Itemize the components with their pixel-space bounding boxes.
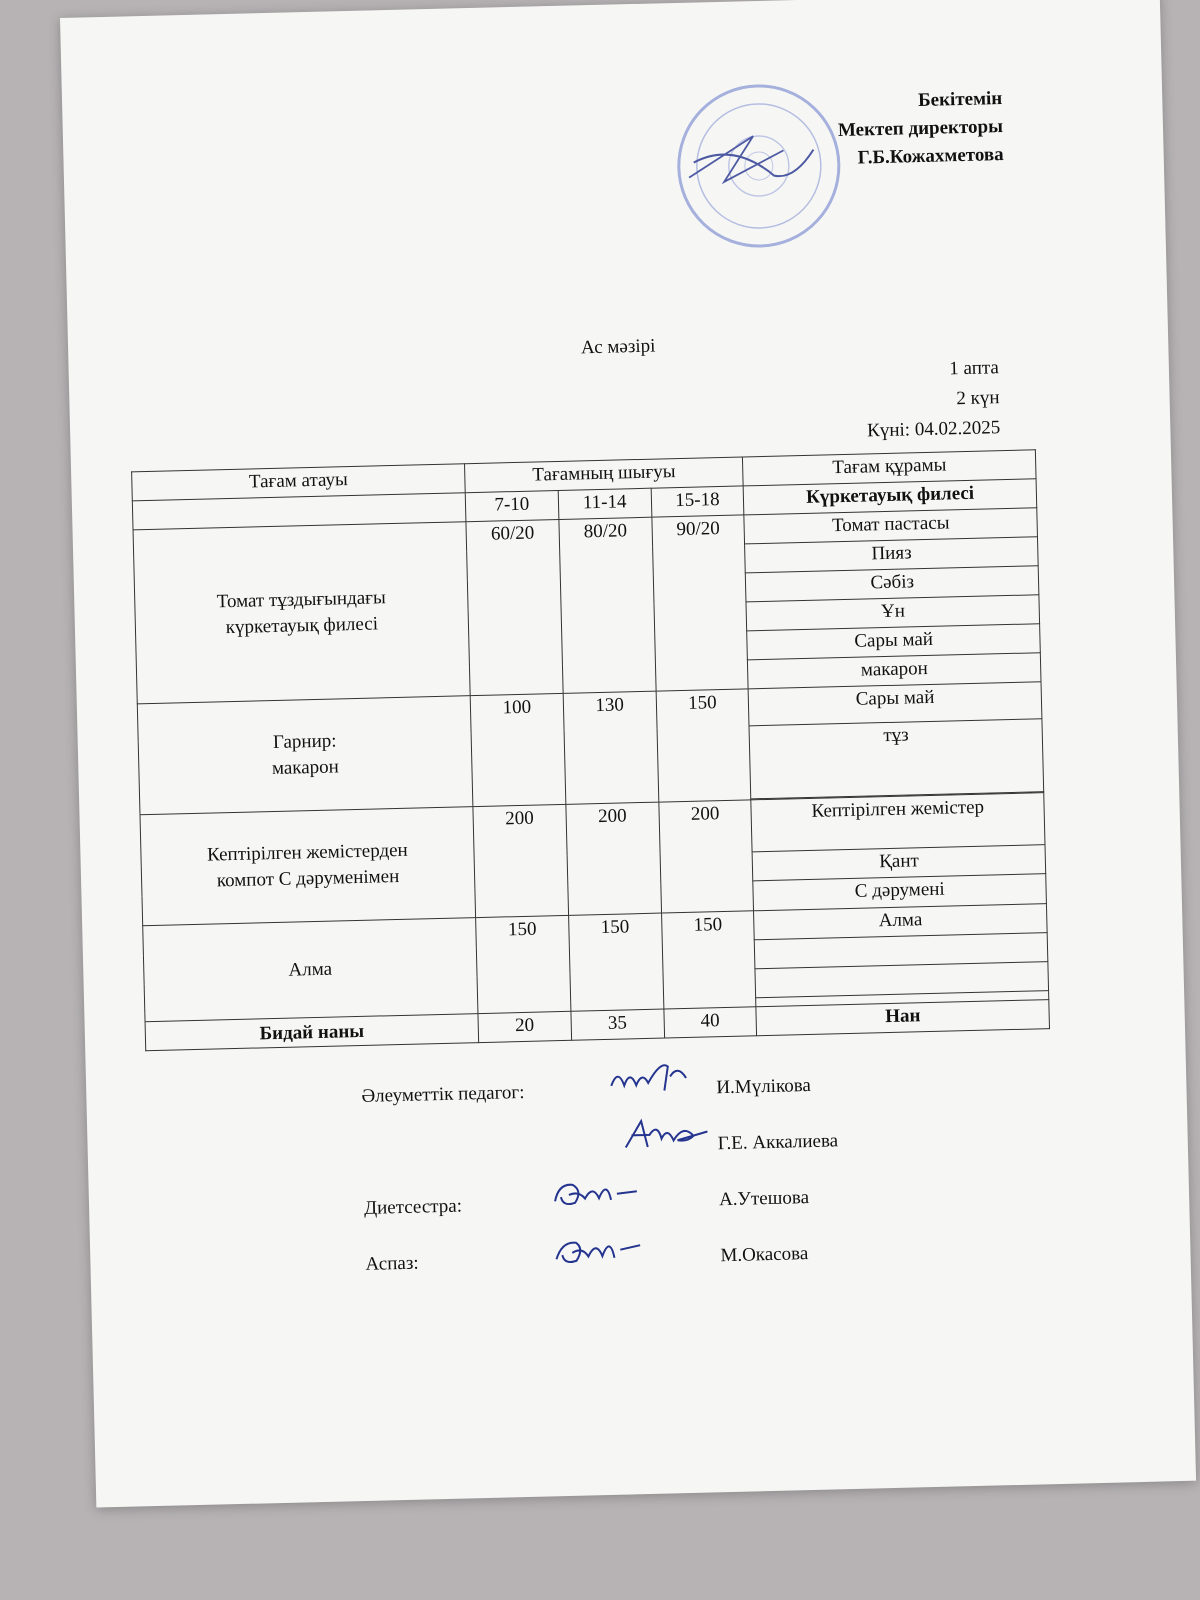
portion-11-14: 150 — [568, 913, 663, 1011]
header-age-7-10: 7-10 — [465, 490, 558, 521]
dish-name-line: күркетауық филесі — [225, 612, 379, 638]
handwritten-signature — [548, 1169, 649, 1211]
portion-15-18: 40 — [663, 1007, 756, 1038]
portion-7-10: 150 — [476, 915, 571, 1013]
signatory-name: Г.Е. Аккалиева — [717, 1130, 839, 1155]
portion-11-14: 35 — [571, 1009, 664, 1040]
dish-name-cell — [143, 918, 478, 1022]
dish-name-line: компот С дәруменімен — [216, 865, 400, 892]
signature-role: Әлеуметтік педагог: — [361, 1081, 525, 1107]
ingredient-cell: макарон — [748, 653, 1041, 689]
dish-name-cell — [137, 696, 473, 815]
handwritten-signature — [606, 1056, 707, 1098]
dish-name-line: Гарнир: — [272, 730, 337, 754]
dish-name-line: Бидай наны — [259, 1020, 365, 1045]
signatory-name: А.Утешова — [718, 1187, 810, 1211]
week-label: 1 апта — [949, 357, 1000, 380]
header-age-15-18: 15-18 — [651, 486, 744, 517]
approval-heading: Бекітемін — [917, 88, 1003, 112]
portion-7-10: 200 — [473, 804, 568, 917]
portion-15-18: 150 — [661, 911, 756, 1009]
day-label: 2 күн — [956, 387, 1000, 410]
signatures-block — [361, 1069, 1066, 1310]
ingredient-cell: С дәрумені — [753, 874, 1046, 911]
handwritten-signature — [617, 1111, 718, 1153]
ingredient-cell: Сары май — [747, 624, 1040, 660]
portion-11-14: 80/20 — [559, 517, 656, 693]
ingredient-cell: Пияз — [745, 537, 1038, 573]
dish-name-line: Алма — [288, 958, 333, 981]
approval-block — [837, 85, 1004, 173]
portion-15-18: 150 — [656, 689, 751, 802]
handwritten-signature — [550, 1225, 651, 1267]
signatory-name: М.Окасова — [720, 1243, 809, 1267]
portion-7-10: 100 — [470, 693, 565, 806]
dish-name-cell — [133, 522, 470, 704]
signature-role: Аспаз: — [365, 1252, 419, 1275]
dish-name-line: Томат тұздығындағы — [216, 586, 386, 612]
ingredient-cell: Қант — [752, 845, 1045, 882]
ingredient-cell: Ұн — [746, 595, 1039, 631]
ingredient-cell: тұз — [749, 719, 1043, 799]
portion-7-10: 60/20 — [466, 519, 563, 695]
portion-15-18: 90/20 — [651, 515, 748, 691]
dish-name-line: Кептірілген жемістерден — [206, 839, 408, 866]
header-composition: Тағам құрамы — [743, 450, 1036, 486]
header-output: Тағамның шығуы — [464, 457, 743, 493]
portion-11-14: 130 — [563, 691, 658, 804]
ingredient-cell: Күркетауық филесі — [744, 479, 1037, 515]
ingredient-cell: Нан — [756, 1000, 1049, 1036]
ingredient-cell: Томат пастасы — [744, 508, 1037, 544]
ingredient-cell: Алма — [754, 904, 1047, 940]
document-title: Ас мәзірі — [580, 335, 656, 359]
portion-11-14: 200 — [566, 802, 661, 915]
dish-name-cell — [140, 807, 476, 926]
header-dish-name: Тағам атауы — [132, 464, 466, 501]
date-label: Күні: 04.02.2025 — [866, 417, 1001, 442]
approval-position: Мектеп директоры — [837, 115, 1004, 142]
menu-meta — [865, 353, 1000, 446]
signature-role: Диетсестра: — [363, 1195, 463, 1219]
ingredient-cell: Сары май — [748, 682, 1041, 726]
portion-7-10: 20 — [478, 1011, 571, 1042]
menu-table — [131, 449, 1050, 1051]
official-stamp — [662, 79, 856, 254]
ingredient-cell: Сәбіз — [746, 566, 1039, 602]
portion-15-18: 200 — [658, 800, 753, 913]
signatory-name: И.Мүлікова — [716, 1074, 812, 1099]
dish-name-line: макарон — [271, 756, 340, 780]
document-page — [60, 0, 1196, 1508]
approval-director-name: Г.Б.Кожахметова — [857, 143, 1004, 169]
ingredient-cell: Кептірілген жемістер — [751, 793, 1045, 852]
header-age-11-14: 11-14 — [558, 488, 651, 519]
